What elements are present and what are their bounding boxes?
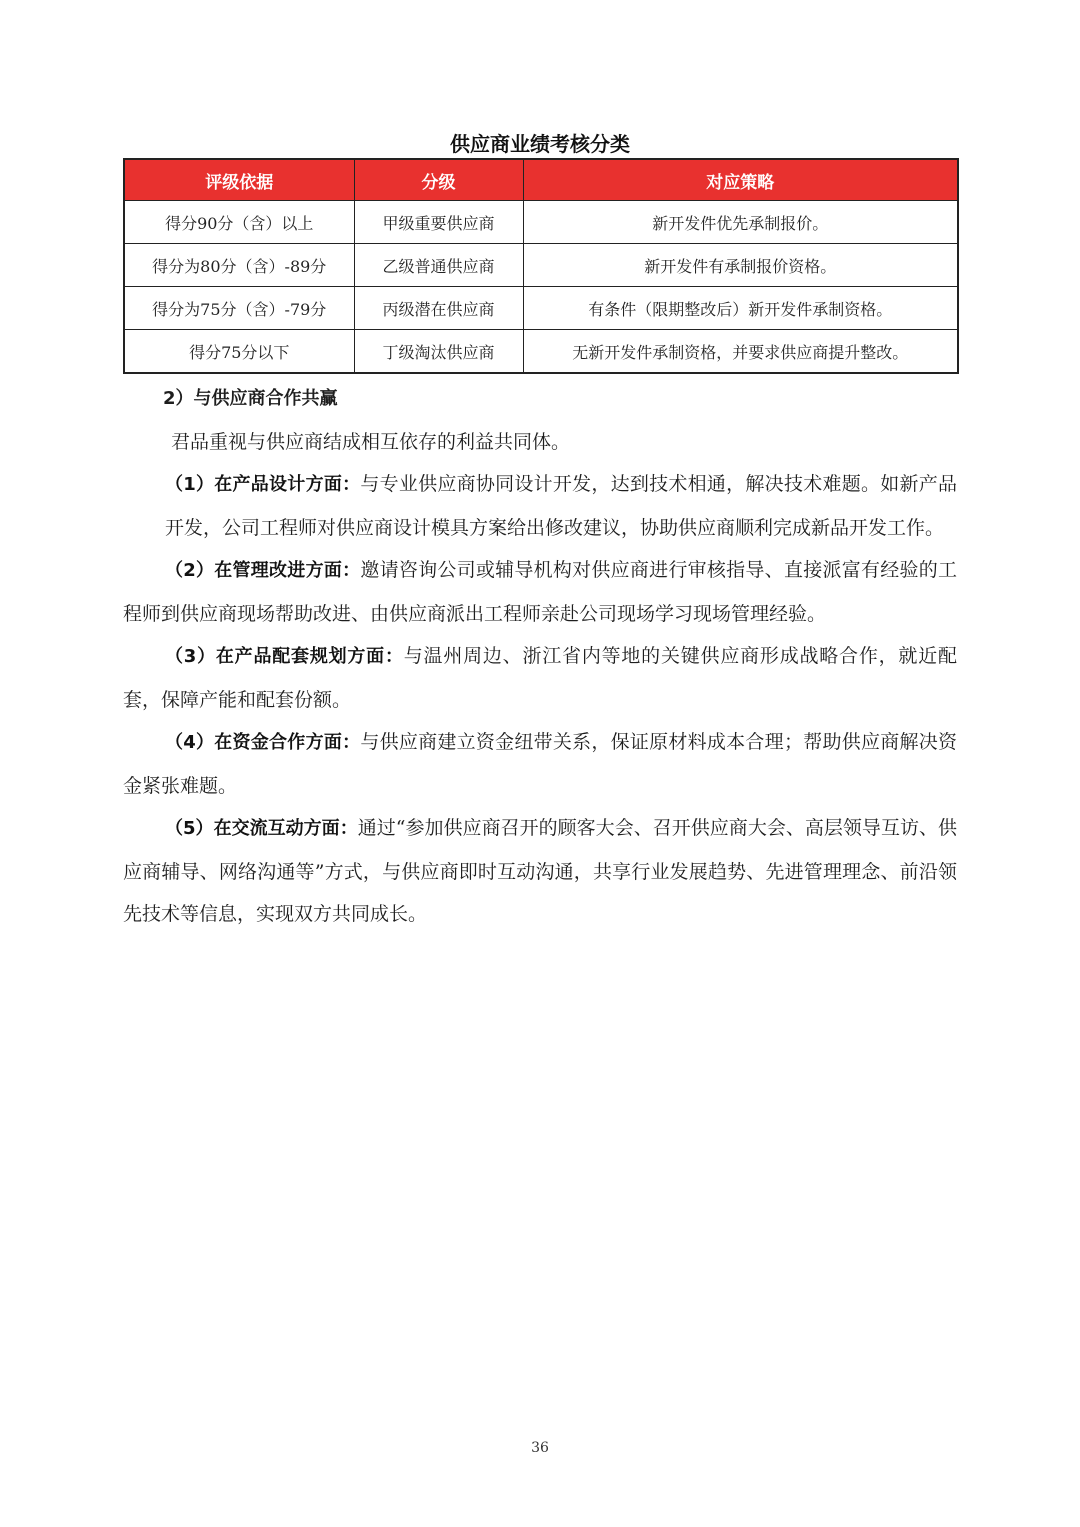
section-heading: 2）与供应商合作共赢 <box>163 388 338 409</box>
table-header-row <box>124 159 958 201</box>
paragraph-lead: （4）在资金合作方面： <box>165 732 361 753</box>
paragraph-lead: （5）在交流互动方面： <box>165 818 358 839</box>
paragraph-text: 与温州周边、浙江省内等地的关键供应商形成战略合作，就近配套，保障产能和配套份额。 <box>123 645 957 711</box>
cell-rating-basis: 得分75分以下 <box>124 330 354 374</box>
cell-strategy: 新开发件有承制报价资格。 <box>523 244 958 287</box>
cell-grade: 甲级重要供应商 <box>354 201 523 244</box>
paragraph-management-improvement <box>123 549 957 635</box>
paragraph-supply-planning <box>123 635 957 721</box>
paragraph-text: 通过“参加供应商召开的顾客大会、召开供应商大会、高层领导互访、供应商辅导、网络沟通等”方式，与供应商即时互动沟通，共享行业发展趋势、先进管理理念、前沿领先技术等信息，实现双方共同成长。 <box>123 817 958 925</box>
header-grade: 分级 <box>354 159 523 201</box>
header-strategy: 对应策略 <box>523 159 958 201</box>
paragraph-lead: （1）在产品设计方面： <box>165 474 361 495</box>
cell-strategy: 新开发件优先承制报价。 <box>523 201 958 244</box>
paragraph-product-design <box>123 463 957 549</box>
paragraph-financial-cooperation <box>123 721 957 807</box>
cell-rating-basis: 得分为75分（含）-79分 <box>124 287 354 330</box>
paragraph-lead: （2）在管理改进方面： <box>165 560 361 581</box>
header-rating-basis: 评级依据 <box>124 159 354 201</box>
cell-strategy: 有条件（限期整改后）新开发件承制资格。 <box>523 287 958 330</box>
cell-grade: 丙级潜在供应商 <box>354 287 523 330</box>
intro-paragraph: 君品重视与供应商结成相互依存的利益共同体。 <box>171 430 571 453</box>
cell-rating-basis: 得分为80分（含）-89分 <box>124 244 354 287</box>
cell-rating-basis: 得分90分（含）以上 <box>124 201 354 244</box>
paragraph-text: 与专业供应商协同设计开发，达到技术相通，解决技术难题。如新产品开发，公司工程师对供应商设计模具方案给出修改建议，协助供应商顺利完成新品开发工作。 <box>165 473 957 539</box>
cell-grade: 乙级普通供应商 <box>354 244 523 287</box>
paragraph-text: 邀请咨询公司或辅导机构对供应商进行审核指导、直接派富有经验的工程师到供应商现场帮助改进、由供应商派出工程师亲赴公司现场学习现场管理经验。 <box>123 559 957 625</box>
table-row <box>124 287 958 330</box>
cell-grade: 丁级淘汰供应商 <box>354 330 523 374</box>
supplier-grading-table <box>123 158 959 374</box>
table-row <box>124 330 958 374</box>
page-number: 36 <box>531 1440 549 1456</box>
body-content <box>123 378 957 936</box>
paragraph-lead: （3）在产品配套规划方面： <box>165 646 404 667</box>
table-row <box>124 244 958 287</box>
paragraph-text: 与供应商建立资金纽带关系，保证原材料成本合理；帮助供应商解决资金紧张难题。 <box>123 731 957 797</box>
table-title: 供应商业绩考核分类 <box>450 132 630 156</box>
cell-strategy: 无新开发件承制资格，并要求供应商提升整改。 <box>523 330 958 374</box>
table-row <box>124 201 958 244</box>
paragraph-communication <box>123 807 957 936</box>
